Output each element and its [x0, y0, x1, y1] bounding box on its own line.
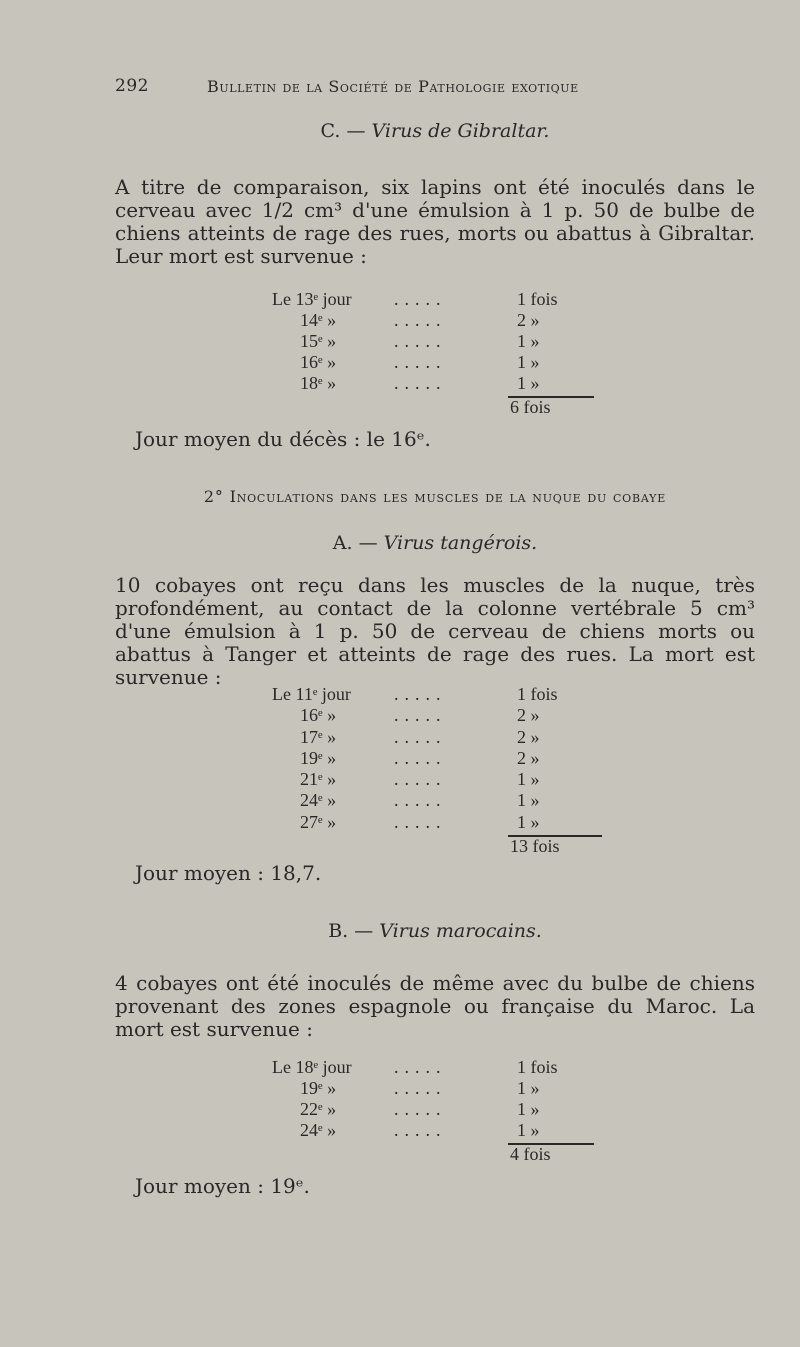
- paragraph-tangerois: 10 cobayes ont reçu dans les muscles de la nuque, très profondément, au contact de la colonne vertébrale 5 cm³ d'une émulsion à 1 p. 50 de cerveau de chiens morts ou abattus à Tanger et atteints de rage des rues. La mort est survenue :: [115, 573, 755, 689]
- leader-dots: .....: [394, 1057, 447, 1077]
- leader-dots: .....: [394, 747, 447, 768]
- leader-dots: .....: [394, 811, 447, 832]
- jour-moyen-tangerois: Jour moyen : 18,7.: [135, 861, 322, 885]
- running-title: Bulletin de la Société de Pathologie exotique: [207, 77, 579, 96]
- leader-dots: .....: [394, 1120, 447, 1140]
- count-cell: 1 fois: [517, 684, 558, 704]
- table-row: [272, 331, 612, 352]
- day-cell: 17ᵉ »: [300, 726, 337, 747]
- count-cell: 1 »: [517, 352, 540, 372]
- count-cell: 1 »: [517, 769, 540, 790]
- jour-moyen-gibraltar: Jour moyen du décès : le 16ᵉ.: [135, 427, 431, 451]
- count-cell: 1 »: [517, 1099, 540, 1119]
- count-cell: 1 »: [517, 811, 540, 832]
- leader-dots: .....: [394, 1099, 447, 1119]
- table-row: [272, 1078, 612, 1099]
- paragraph-marocains: 4 cobayes ont été inoculés de même avec du bulbe de chiens provenant des zones espagnole ou française du Maroc. La mort est survenue :: [115, 971, 755, 1041]
- table-row: [272, 1120, 612, 1141]
- table-row: [272, 352, 612, 373]
- count-cell: 2 »: [517, 747, 540, 768]
- day-cell: 16ᵉ »: [300, 352, 337, 372]
- table-tangerois: [272, 684, 612, 857]
- count-cell: 1 »: [517, 331, 540, 351]
- total-cell: 4 fois: [510, 1144, 551, 1164]
- count-cell: 1 »: [517, 790, 540, 811]
- table-row: [272, 748, 612, 769]
- heading-letter: B. —: [328, 920, 374, 942]
- leader-dots: .....: [394, 331, 447, 351]
- day-cell: Le 11ᵉ jour: [272, 684, 351, 704]
- leader-dots: .....: [394, 373, 447, 393]
- total-cell: 6 fois: [510, 397, 551, 417]
- count-cell: 2 »: [517, 726, 540, 747]
- count-cell: 2 »: [517, 705, 540, 726]
- total-cell: 13 fois: [510, 836, 560, 857]
- day-cell: Le 18ᵉ jour: [272, 1057, 352, 1077]
- jour-moyen-marocains: Jour moyen : 19ᵉ.: [135, 1174, 310, 1198]
- table-row: [272, 684, 612, 705]
- day-cell: 19ᵉ »: [300, 747, 337, 768]
- paragraph-gibraltar: A titre de comparaison, six lapins ont été inoculés dans le cerveau avec 1/2 cm³ d'une émulsion à 1 p. 50 de bulbe de chiens atteints de rage des rues, morts ou abattus à Gibraltar. Leur mort est survenue :: [115, 175, 755, 268]
- leader-dots: .....: [394, 1078, 447, 1098]
- table-row: [272, 310, 612, 331]
- day-cell: 16ᵉ »: [300, 705, 337, 726]
- heading-virus-marocains: [115, 920, 755, 942]
- day-cell: 19ᵉ »: [300, 1078, 337, 1098]
- table-gibraltar: [272, 289, 612, 417]
- heading-letter: A. —: [332, 532, 378, 554]
- day-cell: 14ᵉ »: [300, 310, 337, 330]
- heading-virus-tangerois: [115, 532, 755, 554]
- table-row: [272, 812, 612, 833]
- heading-italic: Virus marocains.: [379, 920, 542, 942]
- leader-dots: .....: [394, 705, 447, 726]
- leader-dots: .....: [394, 310, 447, 330]
- day-cell: 22ᵉ »: [300, 1099, 337, 1119]
- leader-dots: .....: [394, 726, 447, 747]
- table-row: [272, 705, 612, 726]
- day-cell: 15ᵉ »: [300, 331, 337, 351]
- count-cell: 1 »: [517, 373, 540, 393]
- leader-dots: .....: [394, 684, 447, 704]
- day-cell: 24ᵉ »: [300, 1120, 337, 1140]
- day-cell: 24ᵉ »: [300, 790, 337, 811]
- table-row: [272, 289, 612, 310]
- heading-virus-gibraltar: [115, 120, 755, 142]
- day-cell: 27ᵉ »: [300, 811, 337, 832]
- leader-dots: .....: [394, 352, 447, 372]
- count-cell: 2 »: [517, 310, 540, 330]
- table-row: [272, 727, 612, 748]
- count-cell: 1 »: [517, 1120, 540, 1140]
- day-cell: 21ᵉ »: [300, 769, 337, 790]
- table-row: [272, 373, 612, 394]
- heading-italic: Virus de Gibraltar.: [371, 120, 550, 142]
- leader-dots: .....: [394, 769, 447, 790]
- table-marocains: [272, 1057, 612, 1164]
- leader-dots: .....: [394, 790, 447, 811]
- table-row: [272, 790, 612, 811]
- day-cell: Le 13ᵉ jour: [272, 289, 352, 309]
- leader-dots: .....: [394, 289, 447, 309]
- table-row: [272, 1057, 612, 1078]
- table-row: [272, 769, 612, 790]
- running-header: [115, 76, 685, 100]
- day-cell: 18ᵉ »: [300, 373, 337, 393]
- count-cell: 1 fois: [517, 289, 558, 309]
- table-row: [272, 1099, 612, 1120]
- page-number: 292: [115, 76, 149, 96]
- section-heading-inoculations: 2° Inoculations dans les muscles de la nuque du cobaye: [203, 487, 667, 506]
- count-cell: 1 fois: [517, 1057, 558, 1077]
- count-cell: 1 »: [517, 1078, 540, 1098]
- heading-italic: Virus tangérois.: [383, 532, 538, 554]
- heading-letter: C. —: [320, 120, 366, 142]
